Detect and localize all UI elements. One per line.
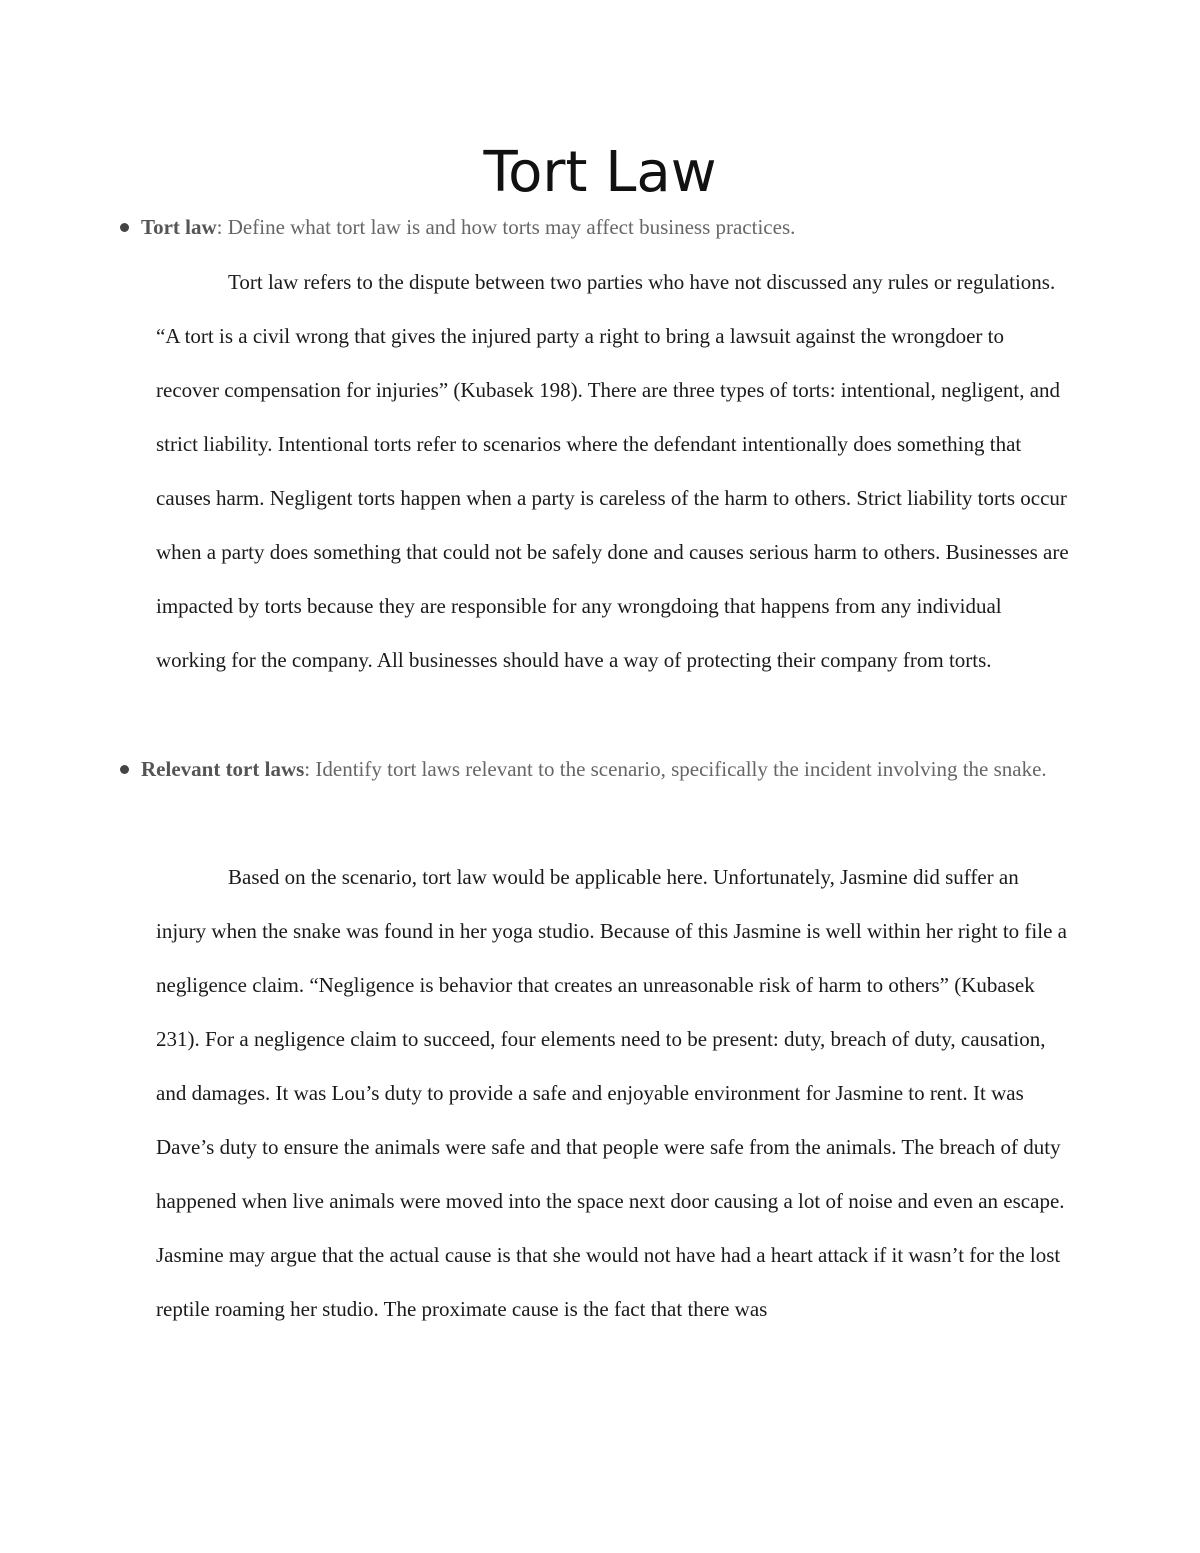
bullet-label: Relevant tort laws [141, 757, 305, 781]
bullet-label: Tort law [141, 215, 217, 239]
bullet-separator: : [216, 215, 223, 239]
section-body-relevant-tort-laws: Based on the scenario, tort law would be applicable here. Unfortunately, Jasmine did suffer an injury when the snake was found in her yoga studio. Because of this Jasmine is well within her right to file a negligence claim. “Negligence is behavior that creates an unreasonable risk of harm to others” (Kubasek 231). For a negligence claim to succeed, four elements need to be present: duty, breach of duty, causation, and damages. It was Lou’s duty to provide a safe and enjoyable environment for Jasmine to rent. It was Dave’s duty to ensure the animals were safe and that people were safe from the animals. The breach of duty happened when live animals were moved into the space next door causing a lot of noise and even an escape. Jasmine may argue that the actual cause is that she would not have had a heart attack if it wasn’t for the lost reptile roaming her studio. The proximate cause is the fact that there was [156, 865, 1067, 1321]
section-body-tort-law: Tort law refers to the dispute between two parties who have not discussed any rules or regulations. “A tort is a civil wrong that gives the injured party a right to bring a lawsuit against the wrongdoer to recover compensation for injuries” (Kubasek 198). There are three types of torts: intentional, negligent, and strict liability. Intentional torts refer to scenarios where the defendant intentionally does something that causes harm. Negligent torts happen when a party is careless of the harm to others. Strict liability torts occur when a party does something that could not be safely done and causes serious harm to others. Businesses are impacted by torts because they are responsible for any wrongdoing that happens from any individual working for the company. All businesses should have a way of protecting their company from torts. [156, 270, 1069, 672]
bullet-prompt-text: Define what tort law is and how torts may affect business practices. [222, 215, 796, 239]
bullet-icon [120, 223, 129, 232]
bullet-icon [120, 765, 129, 774]
bullet-prompt [141, 742, 1061, 796]
bullet-separator: : [304, 757, 311, 781]
bullet-prompt [141, 200, 1081, 254]
bullet-prompt-text: Identify tort laws relevant to the scenario, specifically the incident involving the snake. [310, 757, 1047, 781]
document-title: Tort Law [483, 140, 717, 205]
